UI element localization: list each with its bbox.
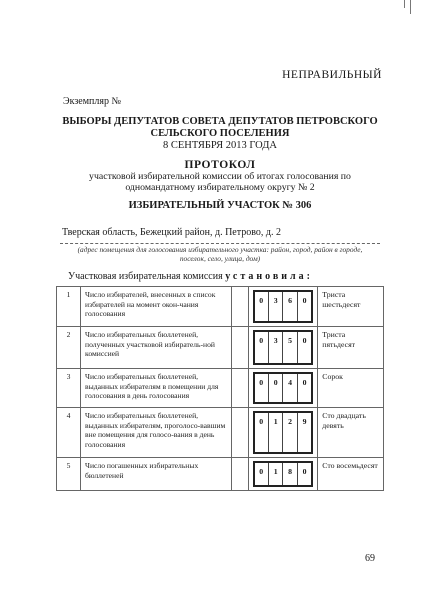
row-gap	[232, 408, 248, 458]
row-value-in-words: Сто восемьдесят	[318, 458, 384, 491]
commission-statement	[68, 271, 313, 282]
digit-cell: 0	[269, 374, 283, 402]
digit-cell: 5	[283, 332, 297, 363]
commission-prefix: Участковая избирательная комиссия	[68, 271, 223, 282]
digit-cell: 3	[269, 332, 283, 363]
row-description: Число избирательных бюллетеней, полученных участковой избиратель-ной комиссией	[81, 327, 232, 369]
digit-grid	[253, 290, 314, 323]
digit-cell: 3	[269, 292, 283, 321]
row-gap	[232, 458, 248, 491]
address-divider	[60, 243, 380, 244]
row-description: Число избирателей, внесенных в список избирателей на момент окон-чания голосования	[81, 287, 232, 327]
digit-cell: 0	[302, 336, 307, 345]
digit-cell: 8	[283, 463, 297, 485]
digit-cell: 0	[302, 296, 307, 305]
digit-grid	[253, 372, 314, 404]
table-row	[57, 327, 384, 369]
elections-date: 8 СЕНТЯБРЯ 2013 ГОДА	[163, 140, 277, 151]
copy-number-label: Экземпляр №	[63, 96, 122, 107]
digit-cell: 9	[302, 417, 307, 426]
digit-grid	[253, 461, 314, 487]
digit-cell: 0	[302, 378, 307, 387]
row-number: 4	[57, 408, 81, 458]
row-number: 5	[57, 458, 81, 491]
row-value-in-words: Сто двадцать девять	[318, 408, 384, 458]
digit-boxes	[248, 369, 318, 408]
table-row	[57, 287, 384, 327]
digit-cell: 0	[255, 332, 269, 363]
digit-cell: 0	[255, 292, 269, 321]
row-value-in-words: Триста пятьдесят	[318, 327, 384, 369]
row-gap	[232, 287, 248, 327]
digit-cell: 2	[283, 413, 297, 452]
digit-cell: 0	[255, 413, 269, 452]
digit-cell: 1	[269, 463, 283, 485]
table-row	[57, 458, 384, 491]
stamp-label: НЕПРАВИЛЬНЫЙ	[282, 69, 382, 81]
digit-cell: 0	[302, 467, 307, 476]
protocol-description: участковой избирательной комиссии об итогах голосования по одномандатному избирательному округу № 2	[89, 171, 351, 193]
row-gap	[232, 327, 248, 369]
row-number: 1	[57, 287, 81, 327]
digit-boxes	[248, 287, 318, 327]
digit-cell: 6	[283, 292, 297, 321]
digit-cell: 0	[255, 463, 269, 485]
digit-boxes	[248, 458, 318, 491]
row-number: 3	[57, 369, 81, 408]
polling-station-title: ИЗБИРАТЕЛЬНЫЙ УЧАСТОК № 306	[128, 200, 312, 211]
page-number: 69	[365, 553, 375, 564]
address-note: (адрес помещения для голосования избирательного участка: район, город, район в городе, поселок, село, улица, дом)	[77, 245, 363, 263]
digit-cell: 0	[255, 374, 269, 402]
crop-mark	[404, 0, 405, 8]
row-value-in-words: Триста шестьдесят	[318, 287, 384, 327]
digit-cell: 1	[269, 413, 283, 452]
row-gap	[232, 369, 248, 408]
row-description: Число избирательных бюллетеней, выданных избирателям в помещении для голосования в день голосования	[81, 369, 232, 408]
station-address: Тверская область, Бежецкий район, д. Петрово, д. 2	[62, 227, 281, 238]
digit-boxes	[248, 408, 318, 458]
table-row	[57, 369, 384, 408]
digit-cell: 4	[283, 374, 297, 402]
protocol-title: ПРОТОКОЛ	[184, 159, 256, 171]
results-table	[56, 286, 384, 491]
row-number: 2	[57, 327, 81, 369]
digit-grid	[253, 411, 314, 454]
digit-grid	[253, 330, 314, 365]
crop-mark	[410, 0, 411, 14]
elections-title: ВЫБОРЫ ДЕПУТАТОВ СОВЕТА ДЕПУТАТОВ ПЕТРОВСКОГО СЕЛЬСКОГО ПОСЕЛЕНИЯ	[62, 116, 378, 139]
row-description: Число избирательных бюллетеней, выданных избирателям, проголосо-вавшим вне помещения для голосо-вания в день голосования	[81, 408, 232, 458]
row-value-in-words: Сорок	[318, 369, 384, 408]
row-description: Число погашенных избирательных бюллетеней	[81, 458, 232, 491]
digit-boxes	[248, 327, 318, 369]
table-row	[57, 408, 384, 458]
commission-verb: установила:	[225, 271, 313, 282]
